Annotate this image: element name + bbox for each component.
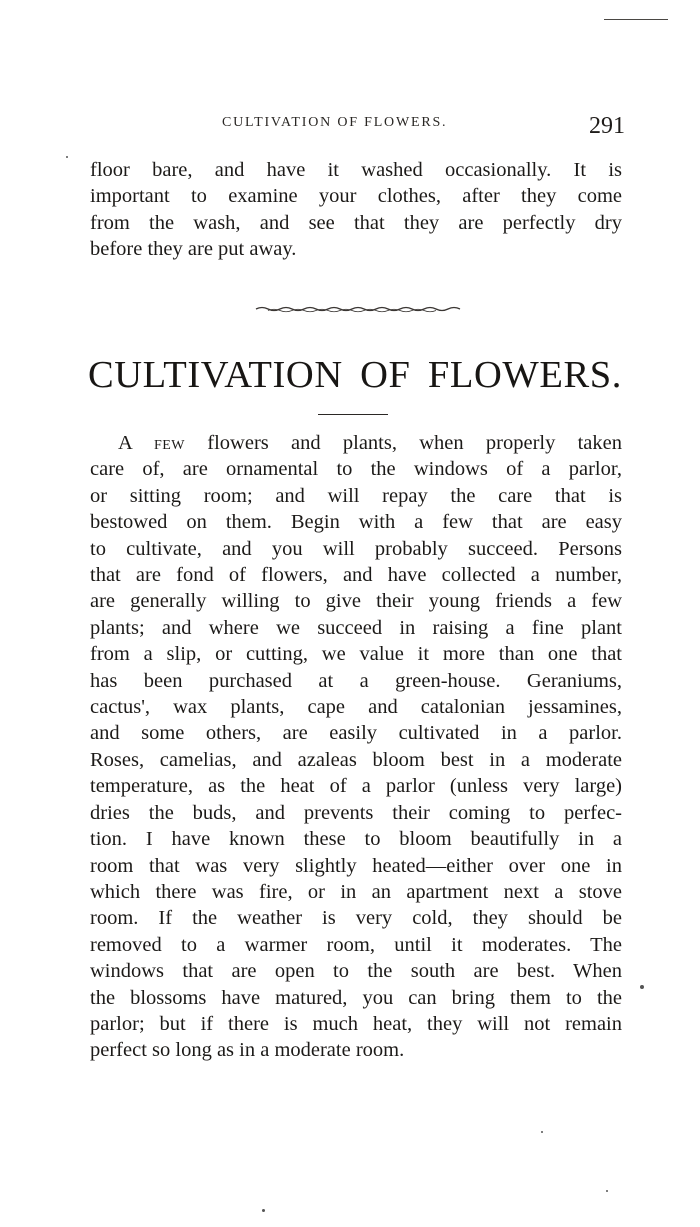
text-line: Roses, camelias, and azaleas bloom best in a moderate xyxy=(90,748,622,771)
ink-speck xyxy=(541,1131,543,1133)
drop-word: A xyxy=(118,432,132,454)
ink-speck xyxy=(640,985,644,989)
text-line: has been purchased at a green-house. Geraniums, xyxy=(90,669,622,692)
first-line-rest: flowers and plants, when properly taken xyxy=(185,432,622,454)
body-paragraph xyxy=(90,430,622,1064)
text-line: bestowed on them. Begin with a few that are easy xyxy=(90,511,622,534)
text-line: perfect so long as in a moderate room. xyxy=(90,1039,405,1062)
text-line: or sitting room; and will repay the care that is xyxy=(90,484,622,507)
text-line: the blossoms have matured, you can bring them to the xyxy=(90,986,622,1009)
text-line: before they are put away. xyxy=(90,238,297,261)
text-line: removed to a warmer room, until it moderates. The xyxy=(90,933,622,956)
text-line: from the wash, and see that they are perfectly dry xyxy=(90,211,622,234)
text-line: which there was fire, or in an apartment next a stove xyxy=(90,880,622,903)
chapter-title: CULTIVATION OF FLOWERS. xyxy=(88,354,622,396)
ink-speck xyxy=(606,1190,608,1192)
ink-speck xyxy=(262,1209,265,1212)
text-line: floor bare, and have it washed occasionally. It is xyxy=(90,159,622,181)
text-line: and some others, are easily cultivated in a parlor. xyxy=(90,722,622,745)
text-line: dries the buds, and prevents their coming to perfec- xyxy=(90,801,622,824)
text-line: room. If the weather is very cold, they should be xyxy=(90,907,622,930)
running-head: CULTIVATION OF FLOWERS. xyxy=(222,115,448,130)
title-rule xyxy=(318,414,388,415)
section-ornament xyxy=(254,296,464,320)
text-line: to cultivate, and you will probably succeed. Persons xyxy=(90,537,622,560)
text-line: cactus', wax plants, cape and catalonian jessamines, xyxy=(90,696,622,719)
ink-speck xyxy=(66,156,68,158)
text-line-first xyxy=(90,430,622,456)
text-line: plants; and where we succeed in raising a fine plant xyxy=(90,616,622,639)
text-line: room that was very slightly heated—either over one in xyxy=(90,854,622,877)
text-line: care of, are ornamental to the windows of a parlor, xyxy=(90,458,622,481)
text-line: tion. I have known these to bloom beautifully in a xyxy=(90,828,622,851)
top-edge-rule xyxy=(604,19,668,20)
text-line: temperature, as the heat of a parlor (unless very large) xyxy=(90,775,622,798)
page-number: 291 xyxy=(589,113,625,139)
small-caps-word: few xyxy=(153,432,186,454)
text-line: that are fond of flowers, and have collected a number, xyxy=(90,564,622,587)
text-line: are generally willing to give their young friends a few xyxy=(90,590,622,613)
text-line: from a slip, or cutting, we value it more than one that xyxy=(90,643,622,666)
continuation-text xyxy=(90,157,622,263)
text-line: windows that are open to the south are best. When xyxy=(90,960,622,983)
text-line: important to examine your clothes, after they come xyxy=(90,185,622,208)
text-line: parlor; but if there is much heat, they will not remain xyxy=(90,1012,622,1035)
